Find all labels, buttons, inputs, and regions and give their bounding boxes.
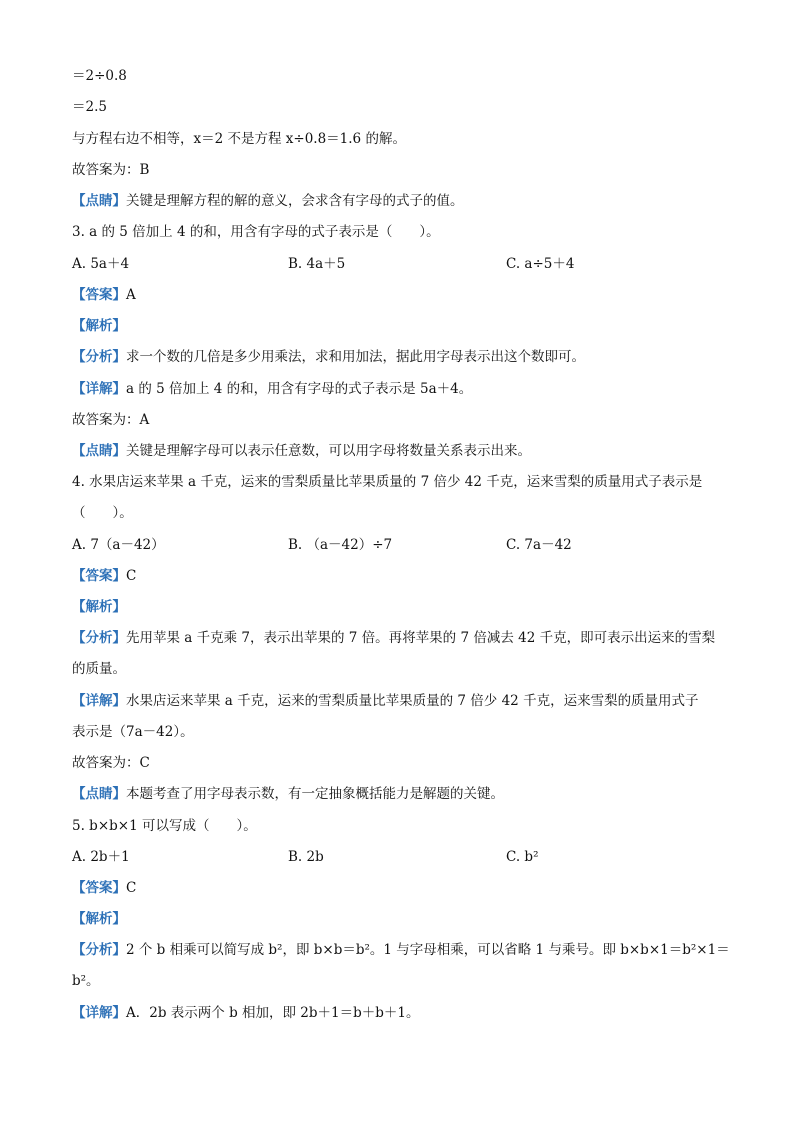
q3-option-c: C. a÷5＋4: [506, 256, 575, 272]
q3-final-answer: 故答案为：A: [72, 412, 150, 428]
q3-key-point: [72, 442, 531, 460]
calc-line-2: ＝2.5: [72, 99, 107, 115]
answer-tag: 【答案】: [72, 568, 126, 584]
q5-option-b: B. 2b: [288, 849, 324, 865]
q3-option-b: B. 4a＋5: [288, 256, 346, 272]
analysis-text: 先用苹果 a 千克乘 7，表示出苹果的 7 倍。再将苹果的 7 倍减去 42 千克，即可表示出运来的雪梨: [126, 630, 716, 646]
q3-answer: [72, 286, 136, 304]
question-5: 5. b×b×1 可以写成（ ）。: [72, 818, 257, 834]
detail-text: A．2b 表示两个 b 相加，即 2b＋1＝b＋b＋1。: [126, 1005, 420, 1021]
q3-analysis: [72, 348, 585, 366]
analysis-text: 求一个数的几倍是多少用乘法，求和用加法，据此用字母表示出这个数即可。: [126, 349, 585, 365]
q4-detail-line-1: [72, 692, 699, 710]
detail-tag: 【详解】: [72, 381, 126, 397]
answer-value: A: [126, 287, 136, 303]
detail-text: 水果店运来苹果 a 千克，运来的雪梨质量比苹果质量的 7 倍少 42 千克，运来雪梨的质量用式子: [126, 693, 699, 709]
analysis-tag: 【分析】: [72, 942, 126, 958]
explanation-tag: 【解析】: [72, 911, 126, 927]
q3-option-a: A. 5a＋4: [72, 256, 130, 272]
conclusion-line: 与方程右边不相等，x＝2 不是方程 x÷0.8＝1.6 的解。: [72, 131, 406, 147]
q4-answer: [72, 567, 136, 585]
key-point-tag: 【点睛】: [72, 443, 126, 459]
explanation-tag: 【解析】: [72, 599, 126, 615]
q4-option-c: C. 7a－42: [506, 537, 572, 553]
question-4-line-1: 4. 水果店运来苹果 a 千克，运来的雪梨质量比苹果质量的 7 倍少 42 千克，运来雪梨的质量用式子表示是: [72, 474, 703, 490]
answer-value: C: [126, 880, 137, 896]
key-point-q2: [72, 192, 464, 210]
q5-explanation-heading: [72, 910, 126, 928]
key-point-text: 本题考查了用字母表示数，有一定抽象概括能力是解题的关键。: [126, 786, 504, 802]
answer-tag: 【答案】: [72, 287, 126, 303]
q4-explanation-heading: [72, 598, 126, 616]
detail-text: a 的 5 倍加上 4 的和，用含有字母的式子表示是 5a＋4。: [126, 381, 473, 397]
explanation-tag: 【解析】: [72, 318, 126, 334]
q4-option-b: B. （a－42）÷7: [288, 537, 393, 553]
q5-answer: [72, 879, 136, 897]
q5-option-c: C. b²: [506, 849, 539, 865]
key-point-tag: 【点睛】: [72, 193, 126, 209]
q3-detail: [72, 380, 472, 398]
answer-value: C: [126, 568, 137, 584]
q3-explanation-heading: [72, 317, 126, 335]
q4-final-answer: 故答案为：C: [72, 755, 150, 771]
analysis-tag: 【分析】: [72, 349, 126, 365]
q4-option-a: A. 7（a－42）: [72, 537, 165, 553]
q5-option-a: A. 2b＋1: [72, 849, 130, 865]
answer-tag: 【答案】: [72, 880, 126, 896]
calc-line-1: ＝2÷0.8: [72, 68, 127, 84]
q5-detail: [72, 1004, 419, 1022]
q4-analysis-line-1: [72, 629, 715, 647]
q5-analysis-line-2: b²。: [72, 973, 100, 989]
analysis-text: 2 个 b 相乘可以简写成 b²，即 b×b＝b²。1 与字母相乘，可以省略 1 与乘号。即 b×b×1＝b²×1＝: [126, 942, 730, 958]
q5-analysis-line-1: [72, 941, 730, 959]
answer-line-q2: 故答案为：B: [72, 162, 150, 178]
q4-key-point: [72, 785, 504, 803]
key-point-text: 关键是理解字母可以表示任意数，可以用字母将数量关系表示出来。: [126, 443, 531, 459]
detail-tag: 【详解】: [72, 693, 126, 709]
key-point-text: 关键是理解方程的解的意义，会求含有字母的式子的值。: [126, 193, 464, 209]
analysis-tag: 【分析】: [72, 630, 126, 646]
q4-analysis-line-2: 的质量。: [72, 661, 126, 677]
key-point-tag: 【点睛】: [72, 786, 126, 802]
q4-detail-line-2: 表示是（7a－42）。: [72, 724, 194, 740]
detail-tag: 【详解】: [72, 1005, 126, 1021]
question-4-line-2: （ ）。: [72, 505, 133, 521]
question-3: 3. a 的 5 倍加上 4 的和，用含有字母的式子表示是（ ）。: [72, 224, 440, 240]
